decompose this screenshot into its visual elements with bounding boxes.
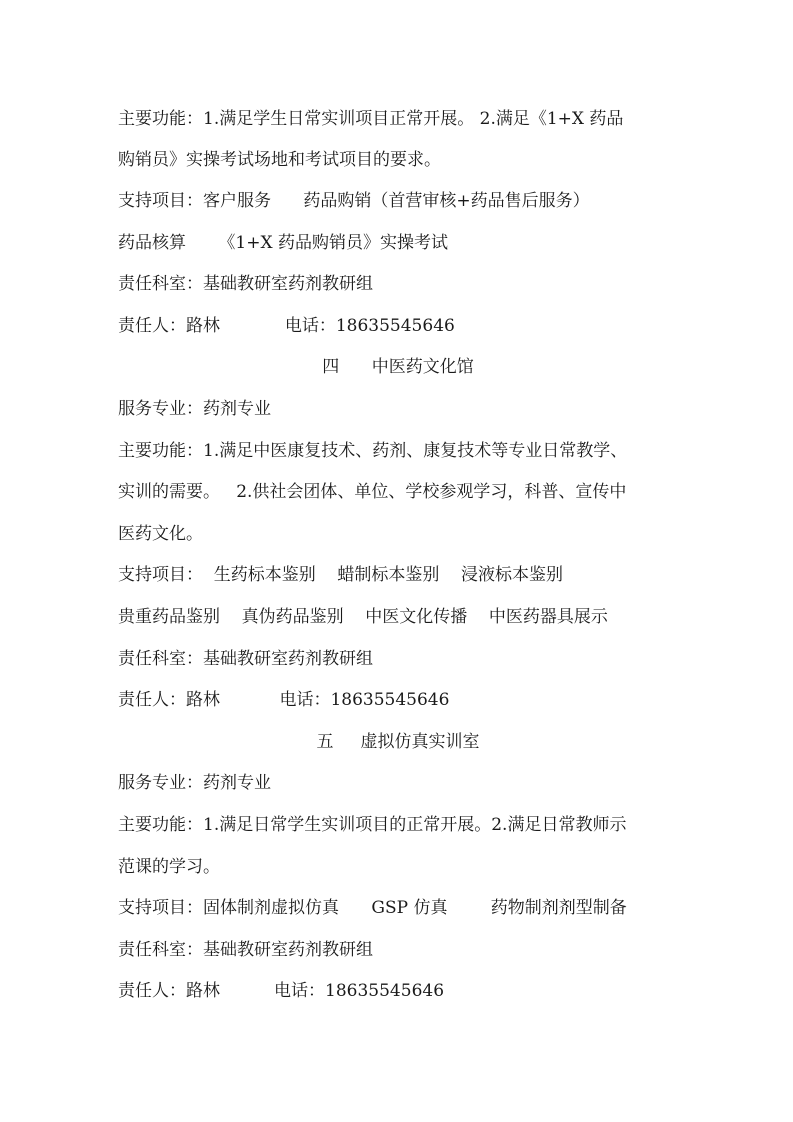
s5-support-line-1: 支持项目：固体制剂虚拟仿真 GSP 仿真 药物制剂剂型制备 bbox=[118, 898, 627, 918]
s3-support-line-1: 支持项目：客户服务 药品购销（首营审核+药品售后服务） bbox=[118, 191, 590, 211]
s4-function-line-3: 医药文化。 bbox=[118, 524, 203, 544]
s4-support-line-2: 贵重药品鉴别 真伪药品鉴别 中医文化传播 中医药器具展示 bbox=[118, 607, 608, 627]
s3-department: 责任科室：基础教研室药剂教研组 bbox=[118, 274, 373, 294]
s3-support-line-2: 药品核算 《1+X 药品购销员》实操考试 bbox=[118, 233, 448, 253]
s3-function-line-2: 购销员》实操考试场地和考试项目的要求。 bbox=[118, 150, 441, 170]
s5-function-line-1: 主要功能：1.满足日常学生实训项目的正常开展。2.满足日常教师示 bbox=[118, 815, 627, 835]
s4-department: 责任科室：基础教研室药剂教研组 bbox=[118, 649, 373, 669]
s4-responsible-person: 责任人：路林 电话：18635545646 bbox=[118, 690, 450, 710]
s4-section-title: 四 中医药文化馆 bbox=[322, 357, 474, 377]
s5-service-major: 服务专业：药剂专业 bbox=[118, 773, 271, 793]
s3-function-line-1: 主要功能：1.满足学生日常实训项目正常开展。 2.满足《1+X 药品 bbox=[118, 109, 624, 129]
s4-function-line-1: 主要功能：1.满足中医康复技术、药剂、康复技术等专业日常教学、 bbox=[118, 441, 628, 461]
s5-responsible-person: 责任人：路林 电话：18635545646 bbox=[118, 981, 445, 1001]
s5-function-line-2: 范课的学习。 bbox=[118, 857, 220, 877]
s5-department: 责任科室：基础教研室药剂教研组 bbox=[118, 940, 373, 960]
s3-responsible-person: 责任人：路林 电话：18635545646 bbox=[118, 316, 455, 336]
s4-support-line-1: 支持项目： 生药标本鉴别 蜡制标本鉴别 浸液标本鉴别 bbox=[118, 565, 564, 585]
s5-section-title: 五 虚拟仿真实训室 bbox=[316, 732, 480, 752]
s4-function-line-2: 实训的需要。 2.供社会团体、单位、学校参观学习，科普、宣传中 bbox=[118, 482, 627, 502]
s4-service-major: 服务专业：药剂专业 bbox=[118, 399, 271, 419]
